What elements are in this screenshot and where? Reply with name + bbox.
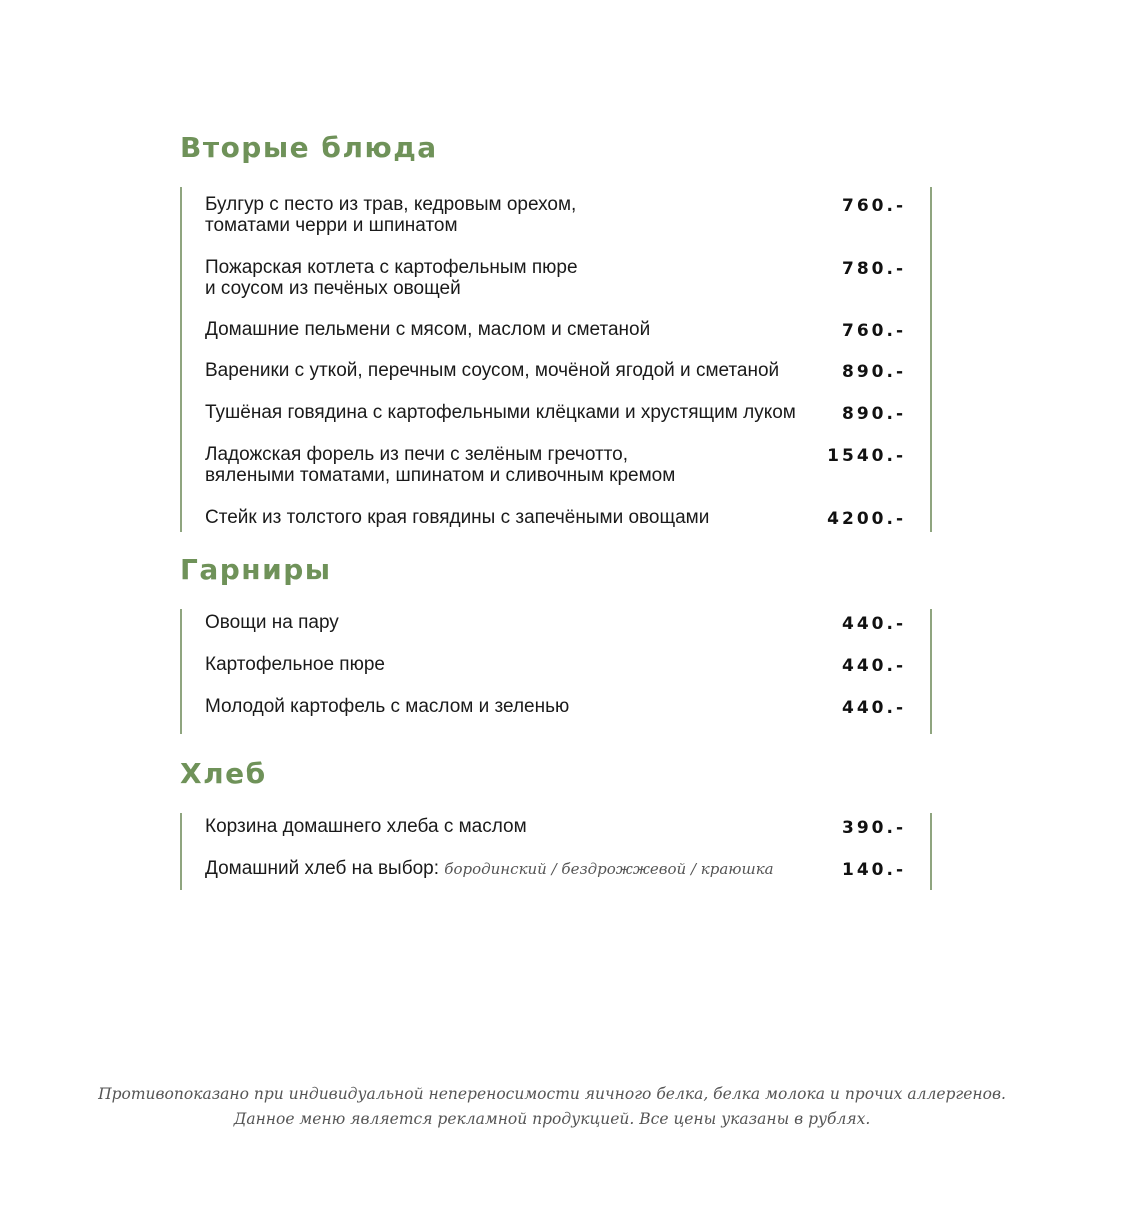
footer-line-advertising: Данное меню является рекламной продукцией. Все цены указаны в рублях. bbox=[233, 1110, 871, 1128]
section-side-dishes bbox=[180, 609, 932, 734]
item-price: 440.- bbox=[842, 656, 906, 676]
section-bread bbox=[180, 813, 932, 890]
item-name: Корзина домашнего хлеба с маслом bbox=[205, 816, 527, 837]
item-name: Тушёная говядина с картофельными клёцками и хрустящим луком bbox=[205, 402, 796, 423]
item-price: 4200.- bbox=[827, 509, 906, 529]
item-name bbox=[205, 858, 825, 880]
item-name: Молодой картофель с маслом и зеленью bbox=[205, 696, 570, 717]
footer-disclaimer bbox=[0, 1082, 1104, 1132]
item-price: 780.- bbox=[842, 259, 906, 279]
item-price: 760.- bbox=[842, 196, 906, 216]
item-price: 890.- bbox=[842, 362, 906, 382]
footer-line-allergens: Противопоказано при индивидуальной непереносимости яичного белка, белка молока и прочих аллергенов. bbox=[98, 1085, 1006, 1103]
item-name: Стейк из толстого края говядины с запечёными овощами bbox=[205, 507, 710, 528]
item-price: 1540.- bbox=[827, 446, 906, 466]
section-main-courses bbox=[180, 187, 932, 532]
item-price: 440.- bbox=[842, 614, 906, 634]
item-name: Вареники с уткой, перечным соусом, мочёной ягодой и сметаной bbox=[205, 360, 780, 381]
item-price: 890.- bbox=[842, 404, 906, 424]
section-title-bread: Хлеб bbox=[180, 757, 267, 790]
item-price: 440.- bbox=[842, 698, 906, 718]
item-name: Картофельное пюре bbox=[205, 654, 385, 675]
item-name: Пожарская котлета с картофельным пюре и соусом из печёных овощей bbox=[205, 257, 578, 299]
section-title-main-courses: Вторые блюда bbox=[180, 131, 438, 164]
item-name: Домашние пельмени с мясом, маслом и сметаной bbox=[205, 319, 651, 340]
item-name: Овощи на пару bbox=[205, 612, 339, 633]
item-price: 760.- bbox=[842, 321, 906, 341]
item-price: 140.- bbox=[842, 860, 906, 880]
item-name: Булгур с песто из трав, кедровым орехом, томатами черри и шпинатом bbox=[205, 194, 577, 236]
item-price: 390.- bbox=[842, 818, 906, 838]
item-name: Ладожская форель из печи с зелёным гречотто, вялеными томатами, шпинатом и сливочным кремом bbox=[205, 444, 676, 486]
item-note: бородинский / бездрожжевой / краюшка bbox=[444, 860, 774, 878]
section-title-side-dishes: Гарниры bbox=[180, 553, 332, 586]
item-name-text: Домашний хлеб на выбор: bbox=[205, 858, 440, 879]
